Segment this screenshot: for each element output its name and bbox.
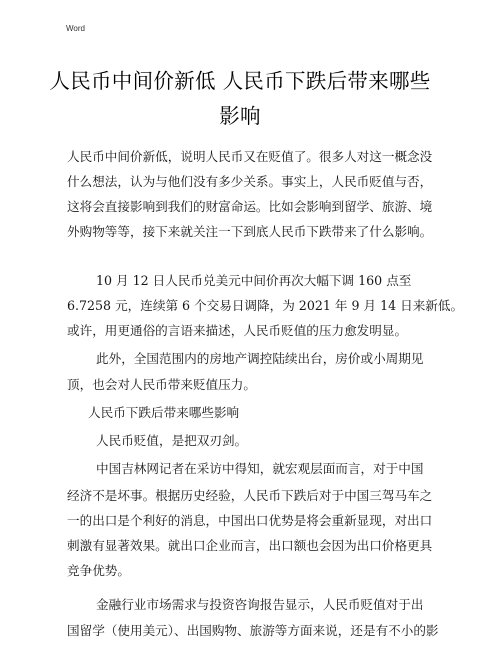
paragraph-line: 一的出口是个利好的消息，中国出口优势是将会重新显现，对出口 xyxy=(67,513,433,528)
paragraph-line: 中国吉林网记者在采访中得知，就宏观层面而言，对于中国 xyxy=(96,461,424,476)
paragraph-line: 或许，用更通俗的言语来描述，人民币贬值的压力愈发明显。 xyxy=(67,323,408,338)
paragraph-line: 人民币中间价新低，说明人民币又在贬值了。很多人对这一概念没 xyxy=(67,149,433,164)
paragraph-line: 外购物等等，接下来就关注一下到底人民币下跌带来了什么影响。 xyxy=(67,224,433,239)
paragraph-line: 10 月 12 日人民币兑美元中间价再次大幅下调 160 点至 xyxy=(96,273,412,288)
paragraph-line: 6.7258 元，连续第 6 个交易日调降，为 2021 年 9 月 14 日来新低。 xyxy=(67,298,464,313)
paragraph-line: 什么想法，认为与他们没有多少关系。事实上，人民币贬值与否， xyxy=(67,174,433,189)
app-label: Word xyxy=(66,24,85,33)
paragraph-line: 人民币贬值，是把双刃剑。 xyxy=(96,433,248,448)
paragraph-line: 金融行业市场需求与投资咨询报告显示，人民币贬值对于出 xyxy=(96,597,424,612)
paragraph-line: 经济不是坏事。根据历史经验，人民币下跌后对于中国三驾马车之 xyxy=(67,488,433,503)
paragraph-line: 刺激有显著效果。就出口企业而言，出口额也会因为出口价格更具 xyxy=(67,538,433,553)
paragraph-line: 竞争优势。 xyxy=(67,563,130,578)
document-title xyxy=(40,64,440,134)
title-line-2: 影响 xyxy=(219,104,261,128)
paragraph-line: 顶，也会对人民币带来贬值压力。 xyxy=(67,377,256,392)
paragraph-line: 此外，全国范围内的房地产调控陆续出台，房价或小周期见 xyxy=(96,351,424,366)
title-line-1: 人民币中间价新低 人民币下跌后带来哪些 xyxy=(49,69,431,93)
paragraph-line: 这将会直接影响到我们的财富命运。比如会影响到留学、旅游、境 xyxy=(67,199,433,214)
section-heading: 人民币下跌后带来哪些影响 xyxy=(88,405,240,420)
paragraph-line: 国留学（使用美元）、出国购物、旅游等方面来说，还是有不小的影 xyxy=(67,623,439,638)
